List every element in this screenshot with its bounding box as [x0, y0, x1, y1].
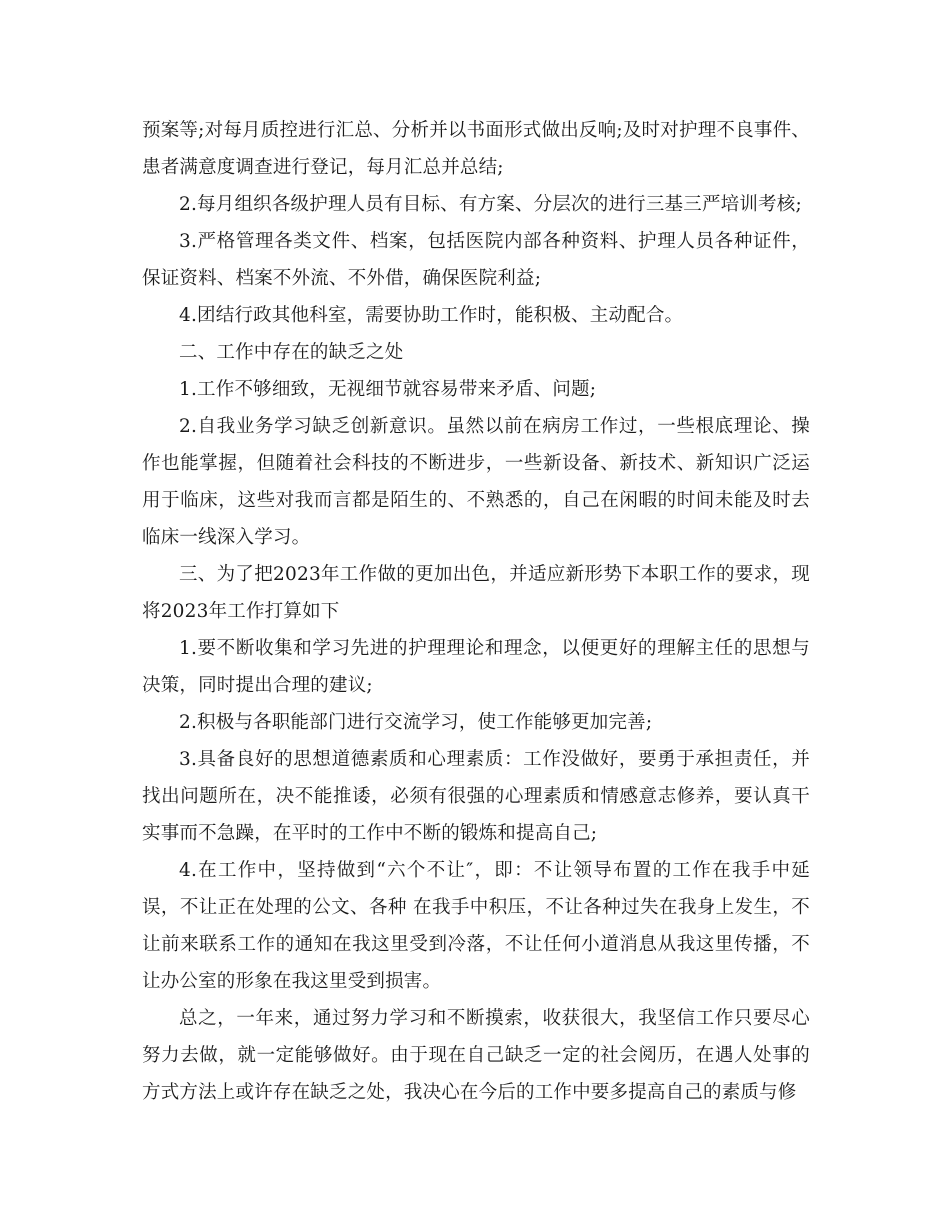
paragraph: 3.具备良好的思想道德素质和心理素质：工作没做好，要勇于承担责任，并找出问题所在，决不能推诿，必须有很强的心理素质和情感意志修养，要认真干实事而不急躁，在平时的工作中不断的锻炼和提高自己; — [142, 749, 810, 844]
paragraph: 总之，一年来，通过努力学习和不断摸索，收获很大，我坚信工作只要尽心努力去做，就一定能够做好。由于现在自己缺乏一定的社会阅历，在遇人处事的方式方法上或许存在缺乏之处，我决心在今后的工作中要多提高自己的素质与修 — [142, 1008, 810, 1103]
section-heading: 二、工作中存在的缺乏之处 — [179, 342, 404, 363]
paragraph: 4.团结行政其他科室，需要协助工作时，能积极、主动配合。 — [179, 305, 684, 326]
document-body — [142, 112, 810, 1111]
paragraph: 1.要不断收集和学习先进的护理理论和理念，以便更好的理解主任的思想与决策，同时提出合理的建议; — [142, 638, 810, 696]
paragraph: 1.工作不够细致，无视细节就容易带来矛盾、问题; — [179, 379, 597, 400]
paragraph: 2.自我业务学习缺乏创新意识。虽然以前在病房工作过，一些根底理论、操作也能掌握，但随着社会科技的不断进步，一些新设备、新技术、新知识广泛运用于临床，这些对我而言都是陌生的、不熟悉的，自己在闲暇的时间未能及时去临床一线深入学习。 — [142, 416, 810, 548]
paragraph: 2.积极与各职能部门进行交流学习，使工作能够更加完善; — [179, 712, 653, 733]
section-heading: 三、为了把2023年工作做的更加出色，并适应新形势下本职工作的要求，现将2023年工作打算如下 — [142, 564, 810, 622]
paragraph: 3.严格管理各类文件、档案，包括医院内部各种资料、护理人员各种证件，保证资料、档案不外流、不外借，确保医院利益; — [142, 231, 810, 289]
paragraph: 预案等;对每月质控进行汇总、分析并以书面形式做出反响;及时对护理不良事件、患者满意度调查进行登记，每月汇总并总结; — [142, 120, 810, 178]
paragraph: 4.在工作中，坚持做到“六个不让″，即：不让领导布置的工作在我手中延误，不让正在处理的公文、各种 在我手中积压，不让各种过失在我身上发生，不让前来联系工作的通知在我这里受到冷落，不让任何小道消息从我这里传播，不让办公室的形象在我这里受到损害。 — [142, 860, 810, 992]
paragraph: 2.每月组织各级护理人员有目标、有方案、分层次的进行三基三严培训考核; — [179, 194, 802, 215]
